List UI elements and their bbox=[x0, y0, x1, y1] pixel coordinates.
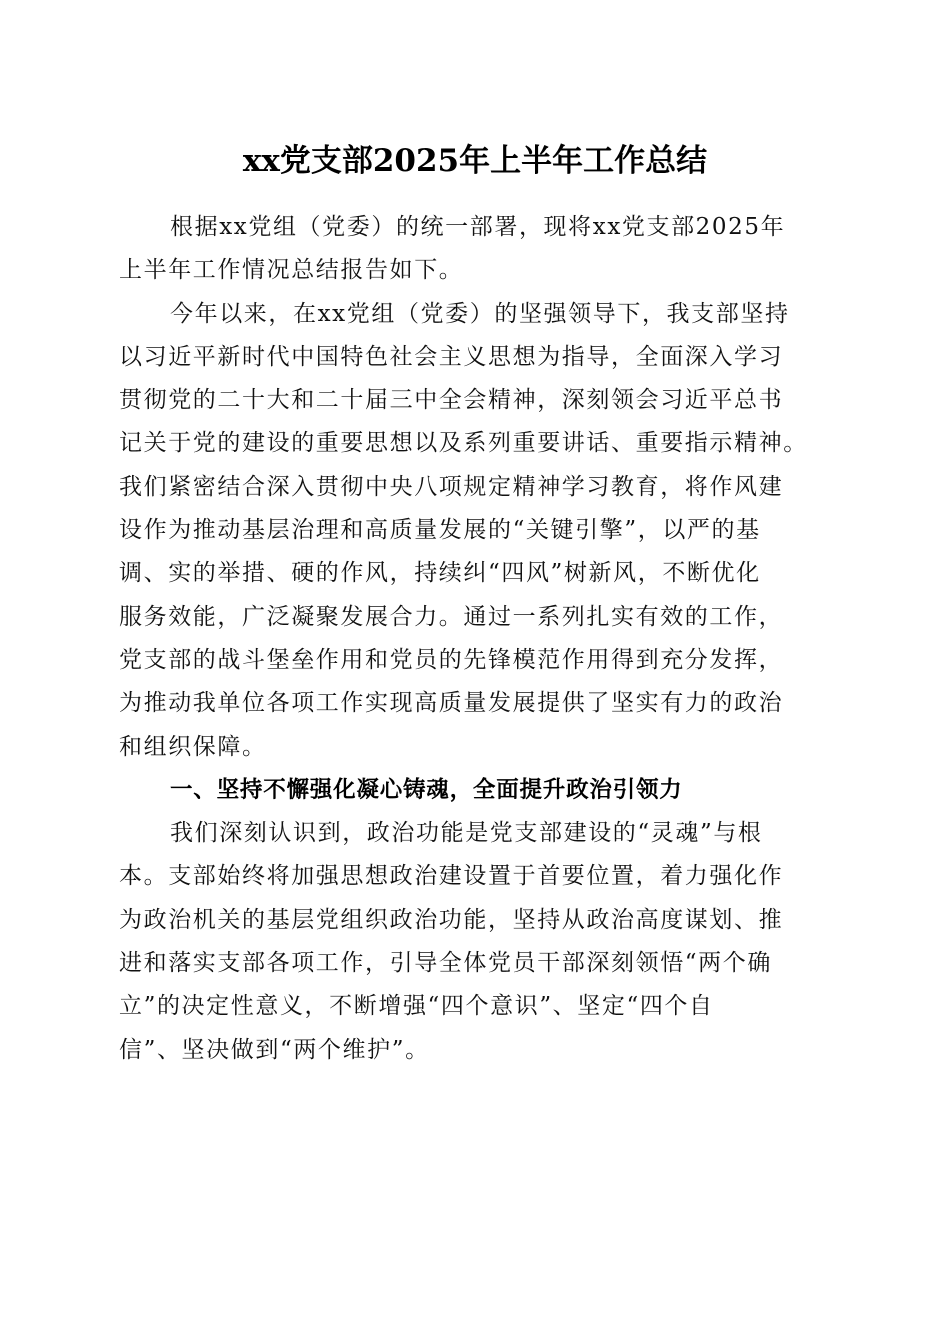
document-title: xx党支部2025年上半年工作总结 bbox=[242, 143, 708, 179]
text-line: 信”、坚决做到“两个维护”。 bbox=[119, 1036, 430, 1063]
text-line: 根据xx党组（党委）的统一部署，现将xx党支部2025年 bbox=[170, 214, 786, 240]
text-line: 党支部的战斗堡垒作用和党员的先锋模范作用得到充分发挥， bbox=[119, 646, 784, 673]
text-line: 记关于党的建设的重要思想以及系列重要讲话、重要指示精神。 bbox=[119, 430, 808, 457]
paragraph-overview bbox=[119, 293, 831, 769]
text-line: 今年以来，在xx党组（党委）的坚强领导下，我支部坚持 bbox=[170, 300, 790, 327]
text-line: 设作为推动基层治理和高质量发展的“关键引擎”，以严的基 bbox=[119, 517, 761, 544]
text-line: 为推动我单位各项工作实现高质量发展提供了坚实有力的政治 bbox=[119, 690, 784, 717]
paragraph-intro bbox=[119, 206, 831, 293]
paragraph-section-one bbox=[119, 812, 831, 1072]
text-line: 贯彻党的二十大和二十届三中全会精神，深刻领会习近平总书 bbox=[119, 387, 784, 414]
section-heading bbox=[119, 769, 831, 812]
text-line: 以习近平新时代中国特色社会主义思想为指导，全面深入学习 bbox=[119, 343, 784, 370]
text-line: 本。支部始终将加强思想政治建设置于首要位置，着力强化作 bbox=[119, 863, 784, 890]
text-line: 进和落实支部各项工作，引导全体党员干部深刻领悟“两个确 bbox=[119, 950, 772, 977]
text-line: 我们紧密结合深入贯彻中央八项规定精神学习教育，将作风建 bbox=[119, 473, 784, 500]
text-line: 服务效能，广泛凝聚发展合力。通过一系列扎实有效的工作， bbox=[119, 603, 784, 630]
text-line: 为政治机关的基层党组织政治功能，坚持从政治高度谋划、推 bbox=[119, 906, 784, 933]
text-line: 我们深刻认识到，政治功能是党支部建设的“灵魂”与根 bbox=[170, 820, 763, 847]
text-line: 立”的决定性意义，不断增强“四个意识”、坚定“四个自 bbox=[119, 993, 714, 1020]
section-heading-text: 一、坚持不懈强化凝心铸魂，全面提升政治引领力 bbox=[170, 776, 683, 803]
document-body bbox=[119, 206, 831, 1072]
text-line: 和组织保障。 bbox=[119, 733, 267, 760]
text-line: 上半年工作情况总结报告如下。 bbox=[119, 257, 464, 284]
text-line: 调、实的举措、硬的作风，持续纠“四风”树新风，不断优化 bbox=[119, 560, 761, 587]
